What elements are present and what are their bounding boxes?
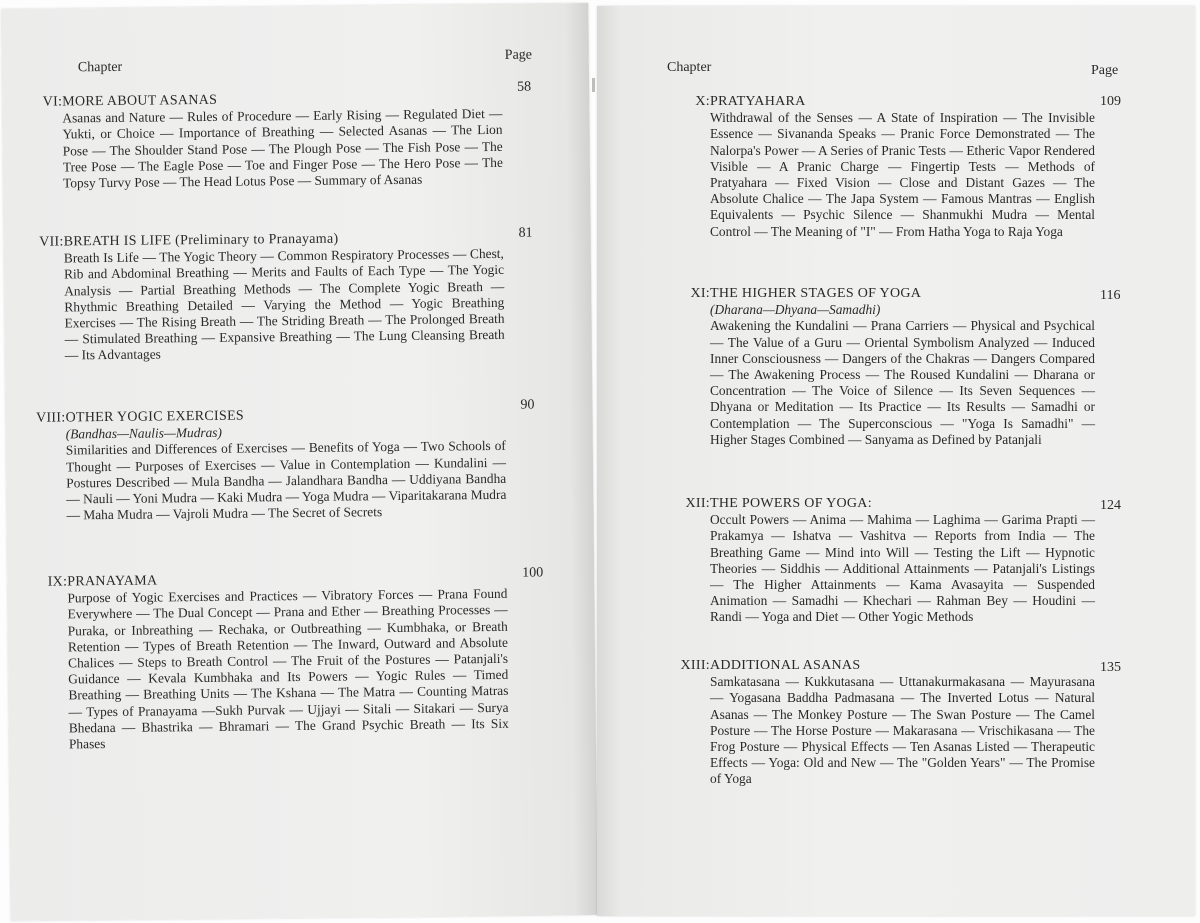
toc-entry-xiii [680, 658, 1121, 788]
toc-entry-x [695, 94, 1121, 240]
chapter-number: VI: [42, 94, 63, 110]
chapter-title-text: ADDITIONAL ASANAS [710, 658, 861, 673]
chapter-page-number: 124 [1100, 498, 1121, 513]
page-heading: Page [504, 47, 533, 63]
chapter-title-text: THE POWERS OF YOGA: [710, 496, 872, 511]
chapter-description: Samkatasana — Kukkutasana — Uttanakurmakasana — Mayurasana — Yogasana Baddha Padmasana — The Inverted Lotus — Natural Asanas — The Monkey Posture — The Swan Posture — The Camel Posture — The Horse Posture — Makarasana — Vrischikasana — The Frog Posture — Physical Effects — Ten Asanas Listed — Therapeutic Effects — Yoga: Old and New — The "Golden Years" — The Promise of Yoga [710, 674, 1095, 787]
spine-mark [592, 78, 595, 92]
chapter-description: Asanas and Nature — Rules of Procedure — Early Rising — Regulated Diet — Yukti, or Choice — Importance of Breathing — Selected Asanas — The Lion Pose — The Shoulder Stand Pose — The Plough Pose — The Fish Pose — The Tree Pose — The Eagle Pose — Toe and Finger Pose — The Hero Pose — The Topsy Turvy Pose — The Head Lotus Pose — Summary of Asanas [62, 106, 503, 191]
chapter-title-text: MORE ABOUT ASANAS [62, 92, 218, 110]
toc-entry-viii [35, 397, 535, 524]
page-heading: Page [1091, 63, 1119, 78]
chapter-number: XI: [690, 286, 710, 301]
chapter-number: IX: [47, 574, 68, 590]
chapter-page-number: 109 [1100, 94, 1121, 109]
chapter-page-number: 90 [520, 397, 535, 413]
chapter-number: XIII: [680, 658, 710, 673]
left-page [1, 3, 598, 921]
chapter-title [685, 496, 1095, 512]
chapter-description: Purpose of Yogic Exercises and Practices — Vibratory Forces — Prana Found Everywhere — The Dual Concept — Prana and Ether — Breathing Processes — Puraka, or Inbreathing — Rechaka, or Outbreathing — Kumbhaka, or Breath Retention — Types of Breath Retention — The Inward, Outward and Absolute Chalices — Steps to Breath Control — The Fruit of the Postures — Patanjali's Guidance — Kevala Kumbhaka and Its Powers — Yogic Rules — Timed Breathing — Breathing Units — The Kshana — The Matra — Counting Matras — Types of Pranayama —Sukh Purvak — Ujjayi — Sitali — Sitakari — Surya Bhedana — Bhastrika — Bhramari — The Grand Psychic Breath — Its Six Phases [67, 586, 509, 752]
chapter-title-text: BREATH IS LIFE (Preliminary to Pranayama) [63, 231, 339, 250]
chapter-title-text: THE HIGHER STAGES OF YOGA [710, 286, 922, 301]
chapter-description: Breath Is Life — The Yogic Theory — Common Respiratory Processes — Chest, Rib and Abdominal Breathing — Merits and Faults of Each Type — The Yogic Analysis — Partial Breathing Methods — The Complete Yogic Breath — Rhythmic Breathing Detailed — Varying the Method — Yogic Breathing Exercises — The Rising Breath — The Striding Breath — The Prolonged Breath — Stimulated Breathing — Expansive Breathing — The Lung Cleansing Breath — Its Advantages [63, 246, 505, 363]
chapter-heading: Chapter [77, 59, 123, 76]
chapter-number: X: [695, 94, 710, 109]
chapter-heading: Chapter [667, 60, 712, 75]
toc-entry-xi [690, 286, 1121, 448]
chapter-title [695, 94, 1095, 110]
right-page [597, 6, 1195, 916]
chapter-subtitle: (Bandhas—Naulis—Mudras) [65, 425, 223, 442]
chapter-number: VIII: [35, 410, 66, 426]
chapter-description: Withdrawal of the Senses — A State of Inspiration — The Invisible Essence — Sivananda Speaks — Pranic Force Demonstrated — The Nalorpa's Power — A Series of Pranic Tests — Etheric Vapor Rendered Visible — A Pranic Charge — Fingertip Tests — Methods of Pratyahara — Fixed Vision — Close and Distant Gazes — The Absolute Chalice — The Japa System — Famous Mantras — English Equivalents — Psychic Silence — Shanmukhi Mudra — Mental Control — The Meaning of "I" — From Hatha Yoga to Raja Yoga [710, 110, 1095, 239]
chapter-title [680, 658, 1095, 674]
chapter-description: Similarities and Differences of Exercises — Benefits of Yoga — Two Schools of Thought — Purposes of Exercises — Value in Contemplation — Kundalini — Postures Described — Mula Bandha — Jalandhara Bandha — Uddiyana Bandha — Nauli — Yoni Mudra — Kaki Mudra — Yoga Mudra — Viparitakarana Mudra — Maha Mudra — Vajroli Mudra — The Secret of Secrets [65, 438, 507, 523]
chapter-title [690, 286, 1095, 302]
chapter-title-text: PRATYAHARA [710, 94, 806, 109]
chapter-title-text: OTHER YOGIC EXERCISES [65, 408, 245, 426]
toc-entry-ix [47, 565, 544, 753]
chapter-description: Awakening the Kundalini — Prana Carriers — Physical and Psychical — The Value of a Guru — Oriental Symbolism Analyzed — Induced Inner Consciousness — Dangers of the Chakras — Dangers Compared — The Awakening Process — The Roused Kundalini — Dharana or Concentration — The Voice of Silence — Its Seven Sequences — Dhyana or Meditation — Its Practice — Its Results — Samadhi or Contemplation — The Superconscious — "Yoga Is Samadhi" — Higher Stages Combined — Sanyama as Defined by Patanjali [710, 318, 1095, 447]
chapter-page-number: 100 [522, 565, 544, 581]
toc-entry-vii [39, 225, 533, 364]
chapter-number: VII: [39, 234, 64, 250]
chapter-title-text: PRANAYAMA [67, 573, 158, 590]
chapter-description: Occult Powers — Anima — Mahima — Laghima — Garima Prapti — Prakamya — Ishatva — Vashitva — Reports from India — The Breathing Game — Mind into Will — Testing the Lift — Hypnotic Theories — Siddhis — Additional Attainments — Patanjali's Listings — The Higher Attainments — Kama Avasayita — Suspended Animation — Samadhi — Khechari — Rahman Bey — Houdini — Randi — Yoga and Diet — Other Yogic Methods [710, 512, 1095, 625]
toc-entry-vi [42, 79, 532, 192]
chapter-page-number: 135 [1100, 660, 1121, 675]
chapter-number: XII: [685, 496, 710, 511]
chapter-page-number: 116 [1100, 288, 1121, 303]
toc-entry-xii [685, 496, 1121, 626]
chapter-page-number: 81 [518, 225, 533, 241]
chapter-page-number: 58 [517, 79, 532, 95]
chapter-subtitle: (Dharana—Dhyana—Samadhi) [710, 302, 881, 318]
